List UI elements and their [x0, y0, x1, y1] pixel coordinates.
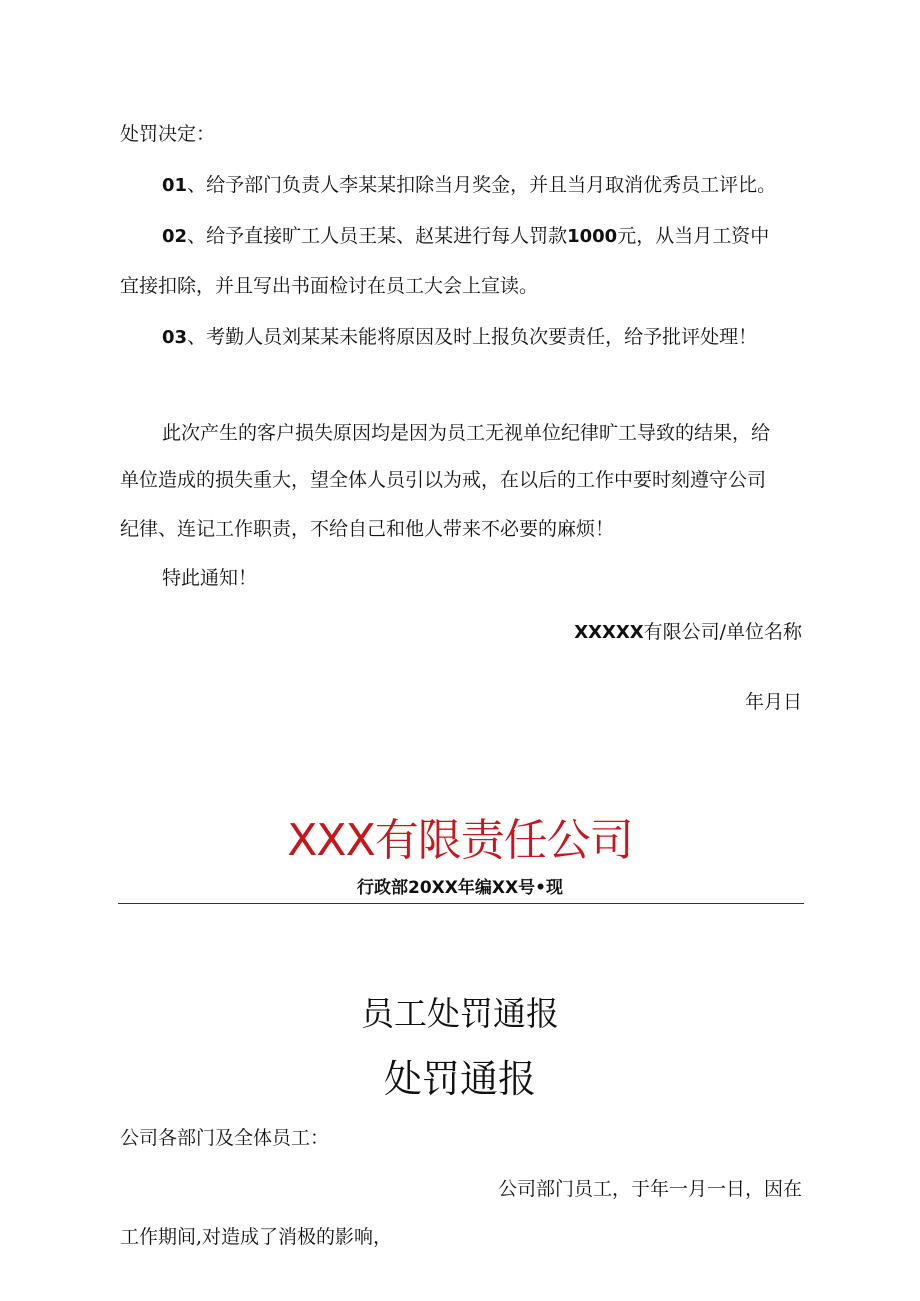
- signature-date: 年月日: [744, 691, 802, 713]
- company-suffix: 有限公司/单位名称: [643, 621, 802, 643]
- fine-amount: 1000: [567, 226, 618, 247]
- item-text: 、给予部门负责人李某某扣除当月奖金，并且当月取消优秀员工评比。: [187, 174, 777, 196]
- document-subtitle: 处罚通报: [383, 1057, 536, 1101]
- company-placeholder: XXXXX: [574, 622, 644, 643]
- item-number: 01: [162, 175, 188, 196]
- decision-item-2: [162, 224, 769, 249]
- decision-heading: 处罚决定：: [120, 123, 216, 145]
- signature-company: [574, 620, 802, 645]
- letterhead-divider: [118, 903, 804, 904]
- item-text: 、考勤人员刘某某未能将原因及时上报负次要责任，给予批评处理！: [187, 326, 758, 348]
- decision-item-3: [162, 325, 757, 350]
- notice-statement: 特此通知！: [162, 567, 258, 589]
- item-text: 元，从当月工资中: [617, 225, 770, 247]
- decision-item-2-continued: 宜接扣除，并且写出书面检讨在员工大会上宣读。: [120, 275, 539, 297]
- closing-line: 此次产生的客户损失原因均是因为员工无视单位纪律旷工导致的结果，给: [162, 422, 771, 444]
- document-number: 行政部20XX年编XX号•现: [357, 878, 563, 898]
- closing-line: 单位造成的损失重大，望全体人员引以为戒，在以后的工作中要时刻遵守公司: [120, 469, 767, 491]
- item-number: 03: [162, 327, 188, 348]
- salutation: 公司各部门及全体员工：: [120, 1127, 330, 1149]
- item-text: 、给予直接旷工人员王某、赵某进行每人罚款: [187, 225, 568, 247]
- item-number: 02: [162, 226, 188, 247]
- decision-item-1: [162, 173, 776, 198]
- letterhead-company-name: XXX有限责任公司: [287, 815, 633, 866]
- body-line: 工作期间,对造成了消极的影响，: [120, 1226, 393, 1248]
- document-title: 员工处罚通报: [361, 994, 559, 1033]
- body-line: 公司部门员工，于年一月一日，因在: [497, 1178, 802, 1200]
- closing-line: 纪律、连记工作职责，不给自己和他人带来不必要的麻烦！: [120, 518, 615, 540]
